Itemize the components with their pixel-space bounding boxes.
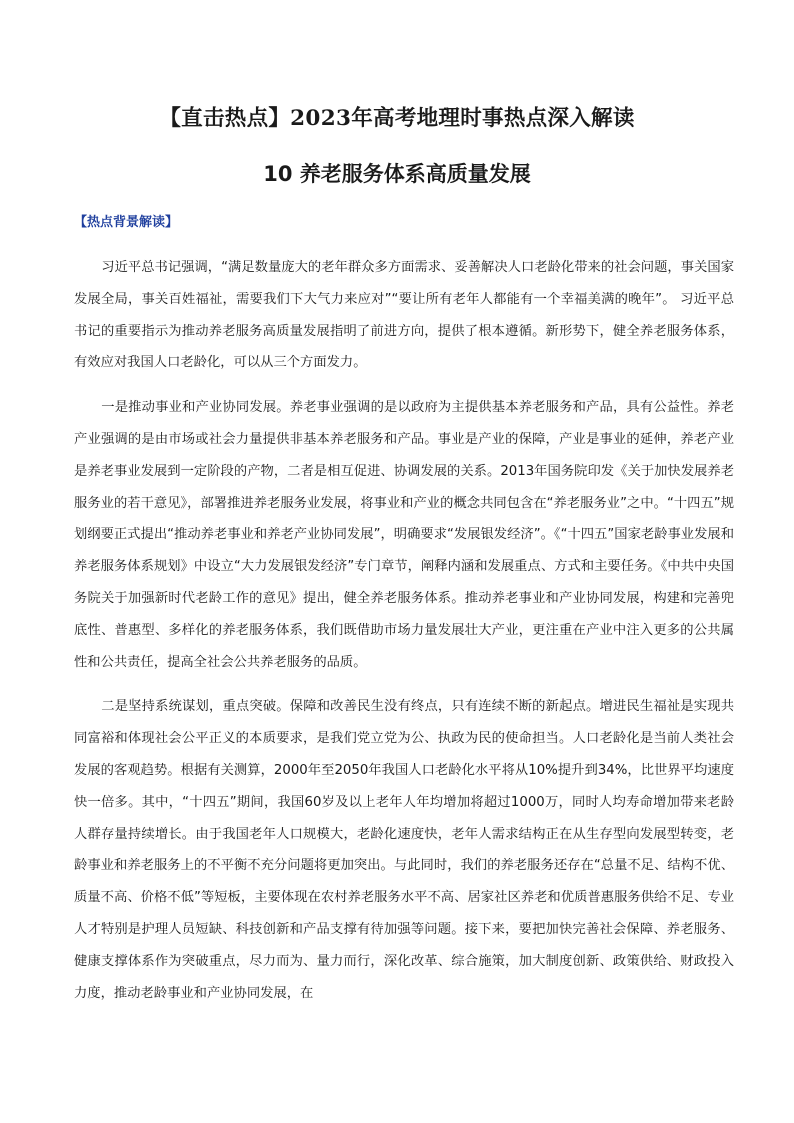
section-heading: 【热点背景解读】 [74, 215, 179, 230]
paragraph-2: 一是推动事业和产业协同发展。养老事业强调的是以政府为主提供基本养老服务和产品，具有公益性。养老产业强调的是由市场或社会力量提供非基本养老服务和产品。事业是产业的保障，产业是事业的延伸，养老产业是养老事业发展到一定阶段的产物，二者是相互促进、协调发展的关系。2013年国务院印发《关于加快发展养老服务业的若干意见》，部署推进养老服务业发展，将事业和产业的概念共同包含在“养老服务业”之中。“十四五”规划纲要正式提出“推动养老事业和养老产业协同发展”，明确要求“发展银发经济”。《“十四五”国家老龄事业发展和养老服务体系规划》中设立“大力发展银发经济”专门章节，阐释内涵和发展重点、方式和主要任务。《中共中央国务院关于加强新时代老龄工作的意见》提出，健全养老服务体系。推动养老事业和产业协同发展，构建和完善兜底性、普惠型、多样化的养老服务体系，我们既借助市场力量发展壮大产业，更注重在产业中注入更多的公共属性和公共责任，提高全社会公共养老服务的品质。 [74, 400, 734, 670]
document-body [74, 252, 734, 1022]
document-subtitle: 10 养老服务体系高质量发展 [263, 162, 531, 186]
document-title: 【直击热点】2023年高考地理时事热点深入解读 [159, 106, 635, 131]
paragraph-3: 二是坚持系统谋划，重点突破。保障和改善民生没有终点，只有连续不断的新起点。增进民生福祉是实现共同富裕和体现社会公平正义的本质要求，是我们党立党为公、执政为民的使命担当。人口老龄化是当前人类社会发展的客观趋势。根据有关测算，2000年至2050年我国人口老龄化水平将从10%提升到34%，比世界平均速度快一倍多。其中，“十四五”期间，我国60岁及以上老年人年均增加将超过1000万，同时人均寿命增加带来老龄人群存量持续增长。由于我国老年人口规模大，老龄化速度快，老年人需求结构正在从生存型向发展型转变，老龄事业和养老服务上的不平衡不充分问题将更加突出。与此同时，我们的养老服务还存在“总量不足、结构不优、质量不高、价格不低”等短板，主要体现在农村养老服务水平不高、居家社区养老和优质普惠服务供给不足、专业人才特别是护理人员短缺、科技创新和产品支撑有待加强等问题。接下来，要把加快完善社会保障、养老服务、健康支撑体系作为突破重点，尽力而为、量力而行，深化改革、综合施策，加大制度创新、政策供给、财政投入力度，推动老龄事业和产业协同发展，在 [74, 699, 734, 1001]
paragraph-1: 习近平总书记强调，“满足数量庞大的老年群众多方面需求、妥善解决人口老龄化带来的社会问题，事关国家发展全局，事关百姓福祉，需要我们下大气力来应对”“要让所有老年人都能有一个幸福美满的晚年”。 习近平总书记的重要指示为推动养老服务高质量发展指明了前进方向，提供了根本遵循。新形势下，健全养老服务体系，有效应对我国人口老龄化，可以从三个方面发力。 [74, 260, 734, 371]
